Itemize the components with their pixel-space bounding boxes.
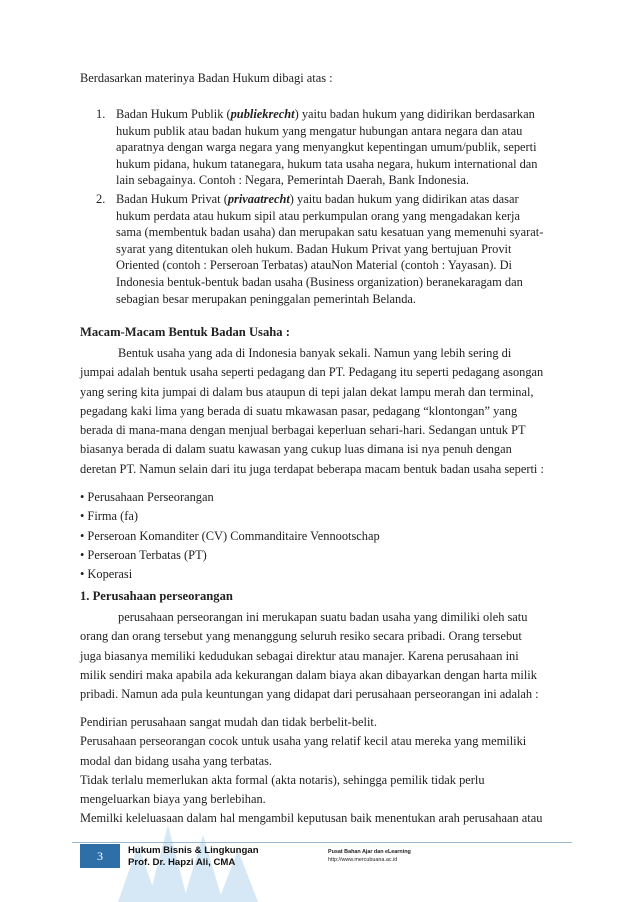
bullet-item: • Koperasi bbox=[80, 567, 133, 582]
paragraph-line: milik sendiri maka apabila ada kekurangan dalam biaya akan dibayarkan dengan harta milik bbox=[80, 667, 537, 682]
list-item-line: sebagian besar merupakan peninggalan pemerintah Belanda. bbox=[116, 291, 417, 306]
list-number: 1. bbox=[96, 107, 106, 121]
page-number: 3 bbox=[80, 844, 120, 868]
advantage-line: Pendirian perusahaan sangat mudah dan tidak berbelit-belit. bbox=[80, 715, 377, 729]
paragraph-line: deretan PT. Namun selain dari itu juga terdapat beberapa macam bentuk badan usaha seperti : bbox=[80, 461, 544, 476]
list-item-line: Indonesia bentuk-bentuk badan usaha (Business organization) beranekaragam dan bbox=[116, 274, 523, 289]
list-item-line: syarat yang ditentukan oleh hukum. Badan Hukum Privat yang bertujuan Provit bbox=[116, 241, 512, 256]
advantage-line: modal dan bidang usaha yang terbatas. bbox=[80, 753, 272, 768]
list-item-line: Oriented (contoh : Perseroan Terbatas) atauNon Material (contoh : Yayasan). Di bbox=[116, 258, 512, 273]
footer-center-name: Pusat Bahan Ajar dan eLearning bbox=[328, 849, 411, 855]
list-item-line: aparatnya dengan warga negara yang menyangkut kepentingan umum/publik, seperti bbox=[116, 140, 537, 155]
paragraph-line: Bentuk usaha yang ada di Indonesia banyak sekali. Namun yang lebih sering di bbox=[118, 346, 512, 360]
list-item-line: Badan Hukum Publik (publiekrecht) yaitu badan hukum yang didirikan berdasarkan bbox=[116, 107, 535, 121]
intro-text: Berdasarkan materinya Badan Hukum dibagi atas : bbox=[80, 71, 333, 85]
bullet-item: • Firma (fa) bbox=[80, 509, 139, 524]
paragraph-line: pegadang kaki lima yang berada di suatu mkawasan pasar, pedagang “klontongan” yang bbox=[80, 403, 518, 418]
list-number: 2. bbox=[96, 191, 106, 206]
list-item-line: sama (membentuk badan usaha) dan merupakan satu kesatuan yang memenuhi syarat- bbox=[116, 225, 544, 240]
advantage-line: Tidak terlalu memerlukan akta formal (akta notaris), sehingga pemilik tidak perlu bbox=[80, 772, 485, 787]
legal-entity-item bbox=[80, 106, 562, 189]
section-heading-business-types: Macam-Macam Bentuk Badan Usaha : bbox=[80, 325, 290, 339]
footer-course-info bbox=[128, 845, 259, 869]
paragraph-line: yang sering kita jumpai di dalam bus ataupun di tepi jalan dekat lampu merah dan terminal, bbox=[80, 384, 534, 399]
list-item-line: lain sebagainya. Contoh : Negara, Pemerintah Daerah, Bank Indonesia. bbox=[116, 173, 470, 188]
paragraph-line: jumpai adalah bentuk usaha seperti pedagang dan PT. Pedagang itu seperti pedagang asongan bbox=[80, 365, 544, 380]
footer-divider bbox=[72, 842, 572, 843]
list-item-line: hukum perdata atau hukum sipil atau perkumpulan orang yang mengadakan kerja bbox=[116, 208, 520, 223]
bullet-item: • Perseroan Terbatas (PT) bbox=[80, 547, 207, 562]
paragraph-line: biasanya berada di dalam suatu kawasan yang cukup luas dimana isi nya penuh dengan bbox=[80, 442, 512, 457]
emphasized-term: publiekrecht bbox=[230, 107, 295, 121]
footer-author: Prof. Dr. Hapzi Ali, CMA bbox=[128, 857, 236, 868]
sole-proprietorship-paragraph bbox=[80, 608, 564, 704]
business-types-paragraph bbox=[80, 344, 564, 479]
list-item-line: hukum pidana, hukum tatanegara, hukum tata usaha negara, hukum international dan bbox=[116, 156, 538, 171]
section-heading-sole-proprietorship: 1. Perusahaan perseorangan bbox=[80, 589, 233, 603]
sole-proprietorship-advantages bbox=[80, 713, 564, 829]
advantage-line: Perusahaan perseorangan cocok untuk usaha yang relatif kecil atau mereka yang memiliki bbox=[80, 734, 527, 749]
advantage-line: mengeluarkan biaya yang berlebihan. bbox=[80, 792, 266, 807]
paragraph-line: perusahaan perseorangan ini merukapan suatu badan usaha yang dimiliki oleh satu bbox=[118, 610, 528, 624]
paragraph-line: juga biasanya memiliki kedudukan sebagai direktur atau manajer. Karena perusahaan ini bbox=[80, 648, 519, 663]
bullet-item: • Perusahaan Perseorangan bbox=[80, 490, 214, 504]
list-item-line: hukum publik atau badan hukum yang mengatur hubungan antara negara dan atau bbox=[116, 123, 523, 138]
bullet-item: • Perseroan Komanditer (CV) Commanditaire Vennootschap bbox=[80, 528, 380, 543]
paragraph-line: berada di mana-mana dengan menjual berbagai keperluan sehari-hari. Sedangan untuk PT bbox=[80, 423, 526, 438]
legal-entity-list bbox=[80, 106, 562, 307]
list-item-line: Badan Hukum Privat (privaatrecht) yaitu badan hukum yang didirikan atas dasar bbox=[116, 191, 519, 206]
legal-entity-item bbox=[80, 191, 562, 307]
advantage-line: Memilki keleluasaan dalam hal mengambil keputusan baik menentukan arah perusahaan atau bbox=[80, 811, 543, 826]
paragraph-line: orang dan orang tersebut yang menanggung seluruh resiko secara pribadi. Orang tersebut bbox=[80, 629, 522, 644]
footer-course-title: Hukum Bisnis & Lingkungan bbox=[128, 845, 259, 856]
business-types-bullet-list bbox=[80, 488, 564, 584]
emphasized-term: privaatrecht bbox=[227, 191, 290, 206]
footer-institution bbox=[328, 848, 411, 864]
paragraph-line: pribadi. Namun ada pula keuntungan yang didapat dari perusahaan perseorangan ini adalah : bbox=[80, 687, 539, 702]
footer-url: http://www.mercubuana.ac.id bbox=[328, 857, 398, 863]
